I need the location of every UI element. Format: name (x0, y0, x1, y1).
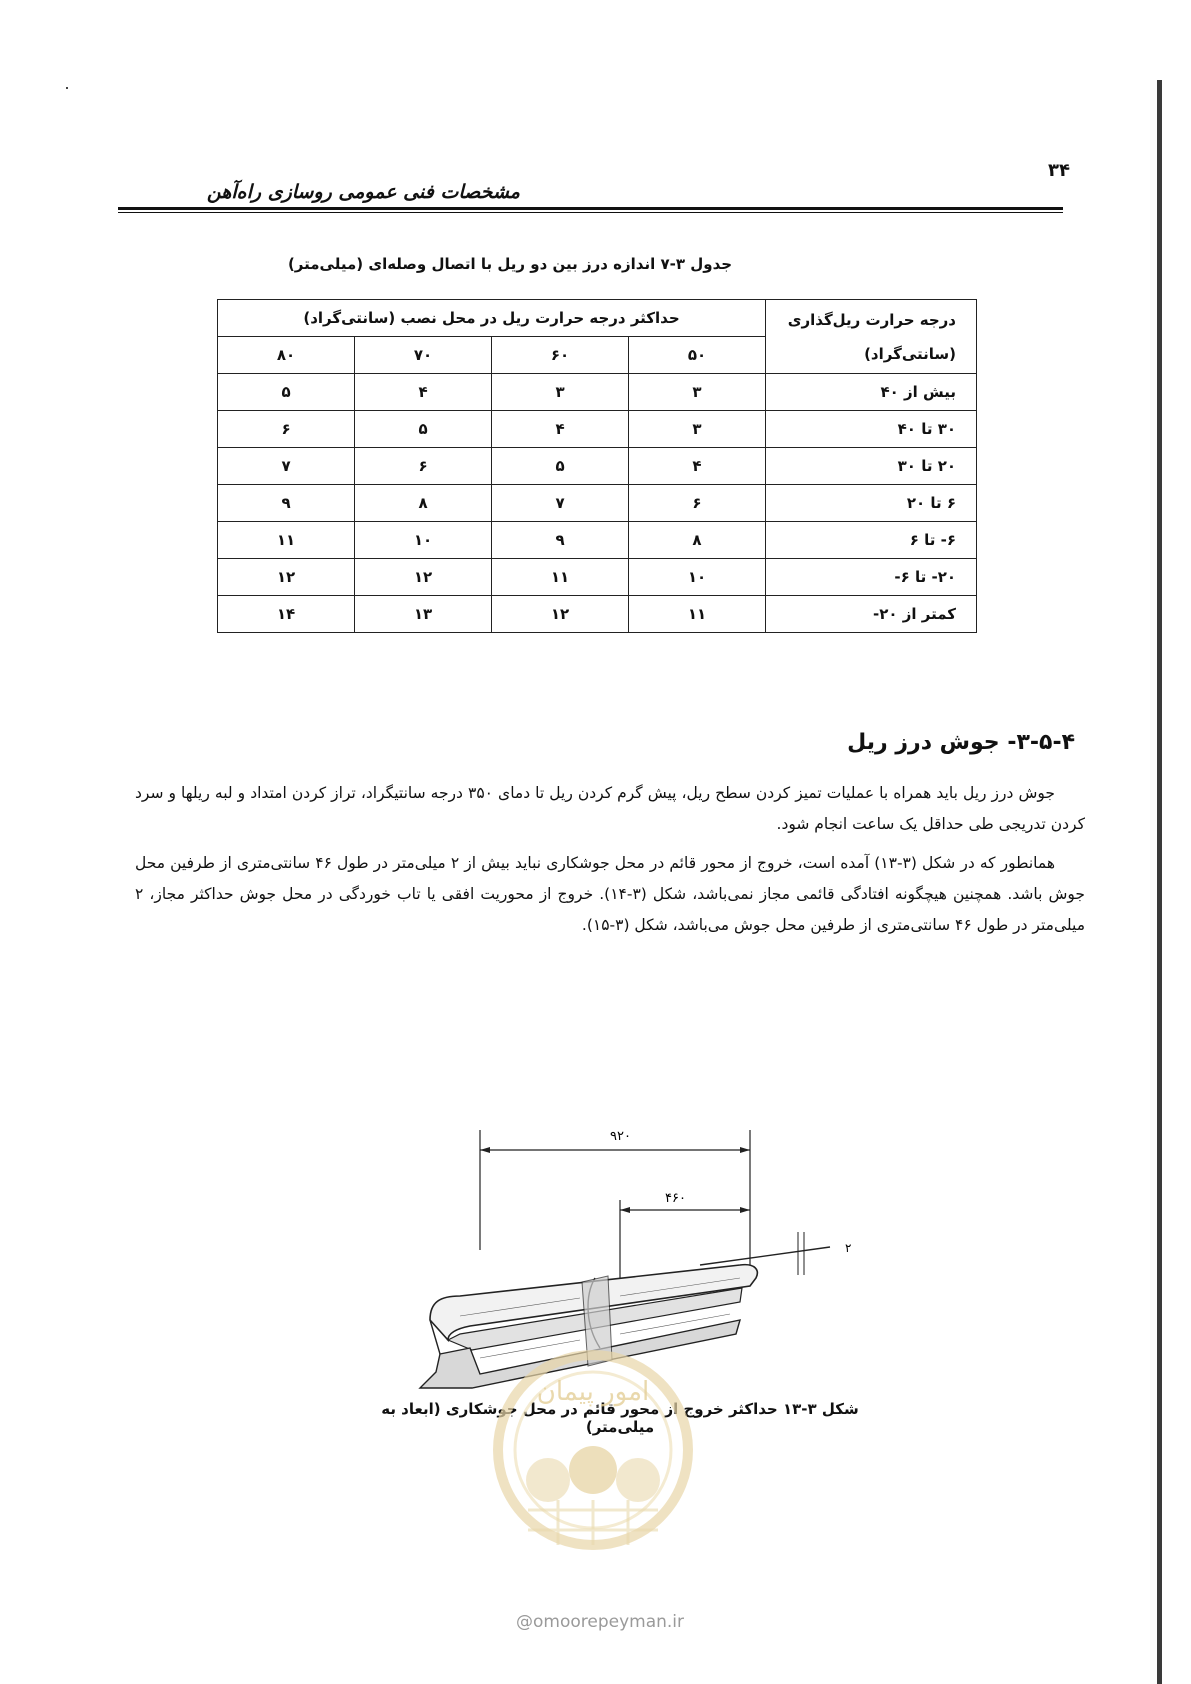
temp-column-header: ۵۰ (629, 337, 766, 374)
table-cell: ۱۰ (629, 559, 766, 596)
table-cell: ۴ (355, 374, 492, 411)
header-rule (118, 207, 1063, 213)
straight-edge (700, 1247, 830, 1265)
table-row (218, 596, 977, 633)
row-label: کمتر از ۲۰- (766, 596, 977, 633)
table-cell: ۸ (355, 485, 492, 522)
dim-arrow (740, 1147, 750, 1153)
table-row (218, 485, 977, 522)
table-cell: ۷ (492, 485, 629, 522)
table-cell: ۶ (629, 485, 766, 522)
table-cell: ۴ (629, 448, 766, 485)
table-cell: ۱۲ (355, 559, 492, 596)
dim-arrow (620, 1207, 630, 1213)
row-label: ۶ تا ۲۰ (766, 485, 977, 522)
table-cell: ۱۱ (492, 559, 629, 596)
table-cell: ۵ (218, 374, 355, 411)
row-label: بیش از ۴۰ (766, 374, 977, 411)
table-row (218, 448, 977, 485)
table-cell: ۱۲ (492, 596, 629, 633)
temp-column-header: ۶۰ (492, 337, 629, 374)
dim-arrow (740, 1207, 750, 1213)
row-header-title: درجه حرارت ریل‌گذاری (سانتی‌گراد) (766, 300, 977, 374)
table-row (218, 374, 977, 411)
row-label: ۲۰- تا ۶- (766, 559, 977, 596)
running-title: مشخصات فنی عمومی روسازی راه‌آهن (206, 181, 520, 203)
table-row (218, 411, 977, 448)
table-cell: ۳ (629, 411, 766, 448)
table-cell: ۴ (492, 411, 629, 448)
table-cell: ۱۴ (218, 596, 355, 633)
scan-edge (1157, 80, 1162, 1684)
dim-offset-label: ۲ (845, 1241, 852, 1255)
body-text (135, 778, 1085, 949)
watermark-url: @omoorepeyman.ir (515, 1612, 685, 1632)
scan-speck (66, 87, 68, 89)
table-cell: ۳ (629, 374, 766, 411)
table-cell: ۷ (218, 448, 355, 485)
table-cell: ۱۳ (355, 596, 492, 633)
dim-arrow (480, 1147, 490, 1153)
group-header: حداکثر درجه حرارت ریل در محل نصب (سانتی‌گراد) (218, 300, 766, 337)
temp-column-header: ۷۰ (355, 337, 492, 374)
table-row (218, 522, 977, 559)
row-label: ۳۰ تا ۴۰ (766, 411, 977, 448)
table-caption: جدول ۳-۷ اندازه درز بین دو ریل با اتصال وصله‌ای (میلی‌متر) (287, 255, 733, 273)
page-number: ۳۴ (1048, 160, 1070, 181)
section-heading: ۳-۵-۴- جوش درز ریل (847, 730, 1075, 755)
table-cell: ۵ (355, 411, 492, 448)
table-cell: ۱۱ (629, 596, 766, 633)
temp-column-header: ۸۰ (218, 337, 355, 374)
table-cell: ۳ (492, 374, 629, 411)
paragraph: جوش درز ریل باید همراه با عملیات تمیز کردن سطح ریل، پیش گرم کردن ریل تا دمای ۳۵۰ درجه سانتیگراد، تراز کردن امتداد و لبه ریلها و سرد کردن تدریجی طی حداقل یک ساعت انجام شود. (135, 784, 1085, 833)
dim-half-label: ۴۶۰ (665, 1191, 686, 1206)
table-cell: ۹ (492, 522, 629, 559)
table-cell: ۸ (629, 522, 766, 559)
figure-caption: شکل ۳-۱۳ حداکثر خروج از محور قائم در محل جوشکاری (ابعاد به میلی‌متر) (381, 1400, 859, 1436)
table-cell: ۱۱ (218, 522, 355, 559)
table-cell: ۶ (218, 411, 355, 448)
watermark-logo (488, 1330, 698, 1590)
table-cell: ۹ (218, 485, 355, 522)
watermark-text: امور پیمان (536, 1377, 650, 1407)
row-label: ۶- تا ۶ (766, 522, 977, 559)
table-row (218, 559, 977, 596)
paragraph: همانطور که در شکل (۳-۱۳) آمده است، خروج از محور قائم در محل جوشکاری نباید بیش از ۲ میلی‌متر در طول ۴۶ سانتی‌متری از طرفین محل جوش باشد. همچنین هیچگونه افتادگی قائمی مجاز نمی‌باشد، شکل (۳-۱۴). خروج از محوریت افقی یا تاب خوردگی در محل جوش حداکثر مجاز، ۲ میلی‌متر در طول ۴۶ سانتی‌متری از طرفین محل جوش می‌باشد، شکل (۳-۱۵). (135, 854, 1085, 934)
watermark-seal (488, 1330, 698, 1590)
table-cell: ۶ (355, 448, 492, 485)
dim-total-label: ۹۲۰ (610, 1129, 631, 1144)
expansion-gap-table (217, 299, 977, 633)
table-cell: ۱۰ (355, 522, 492, 559)
table-cell: ۱۲ (218, 559, 355, 596)
row-label: ۲۰ تا ۳۰ (766, 448, 977, 485)
table-cell: ۵ (492, 448, 629, 485)
